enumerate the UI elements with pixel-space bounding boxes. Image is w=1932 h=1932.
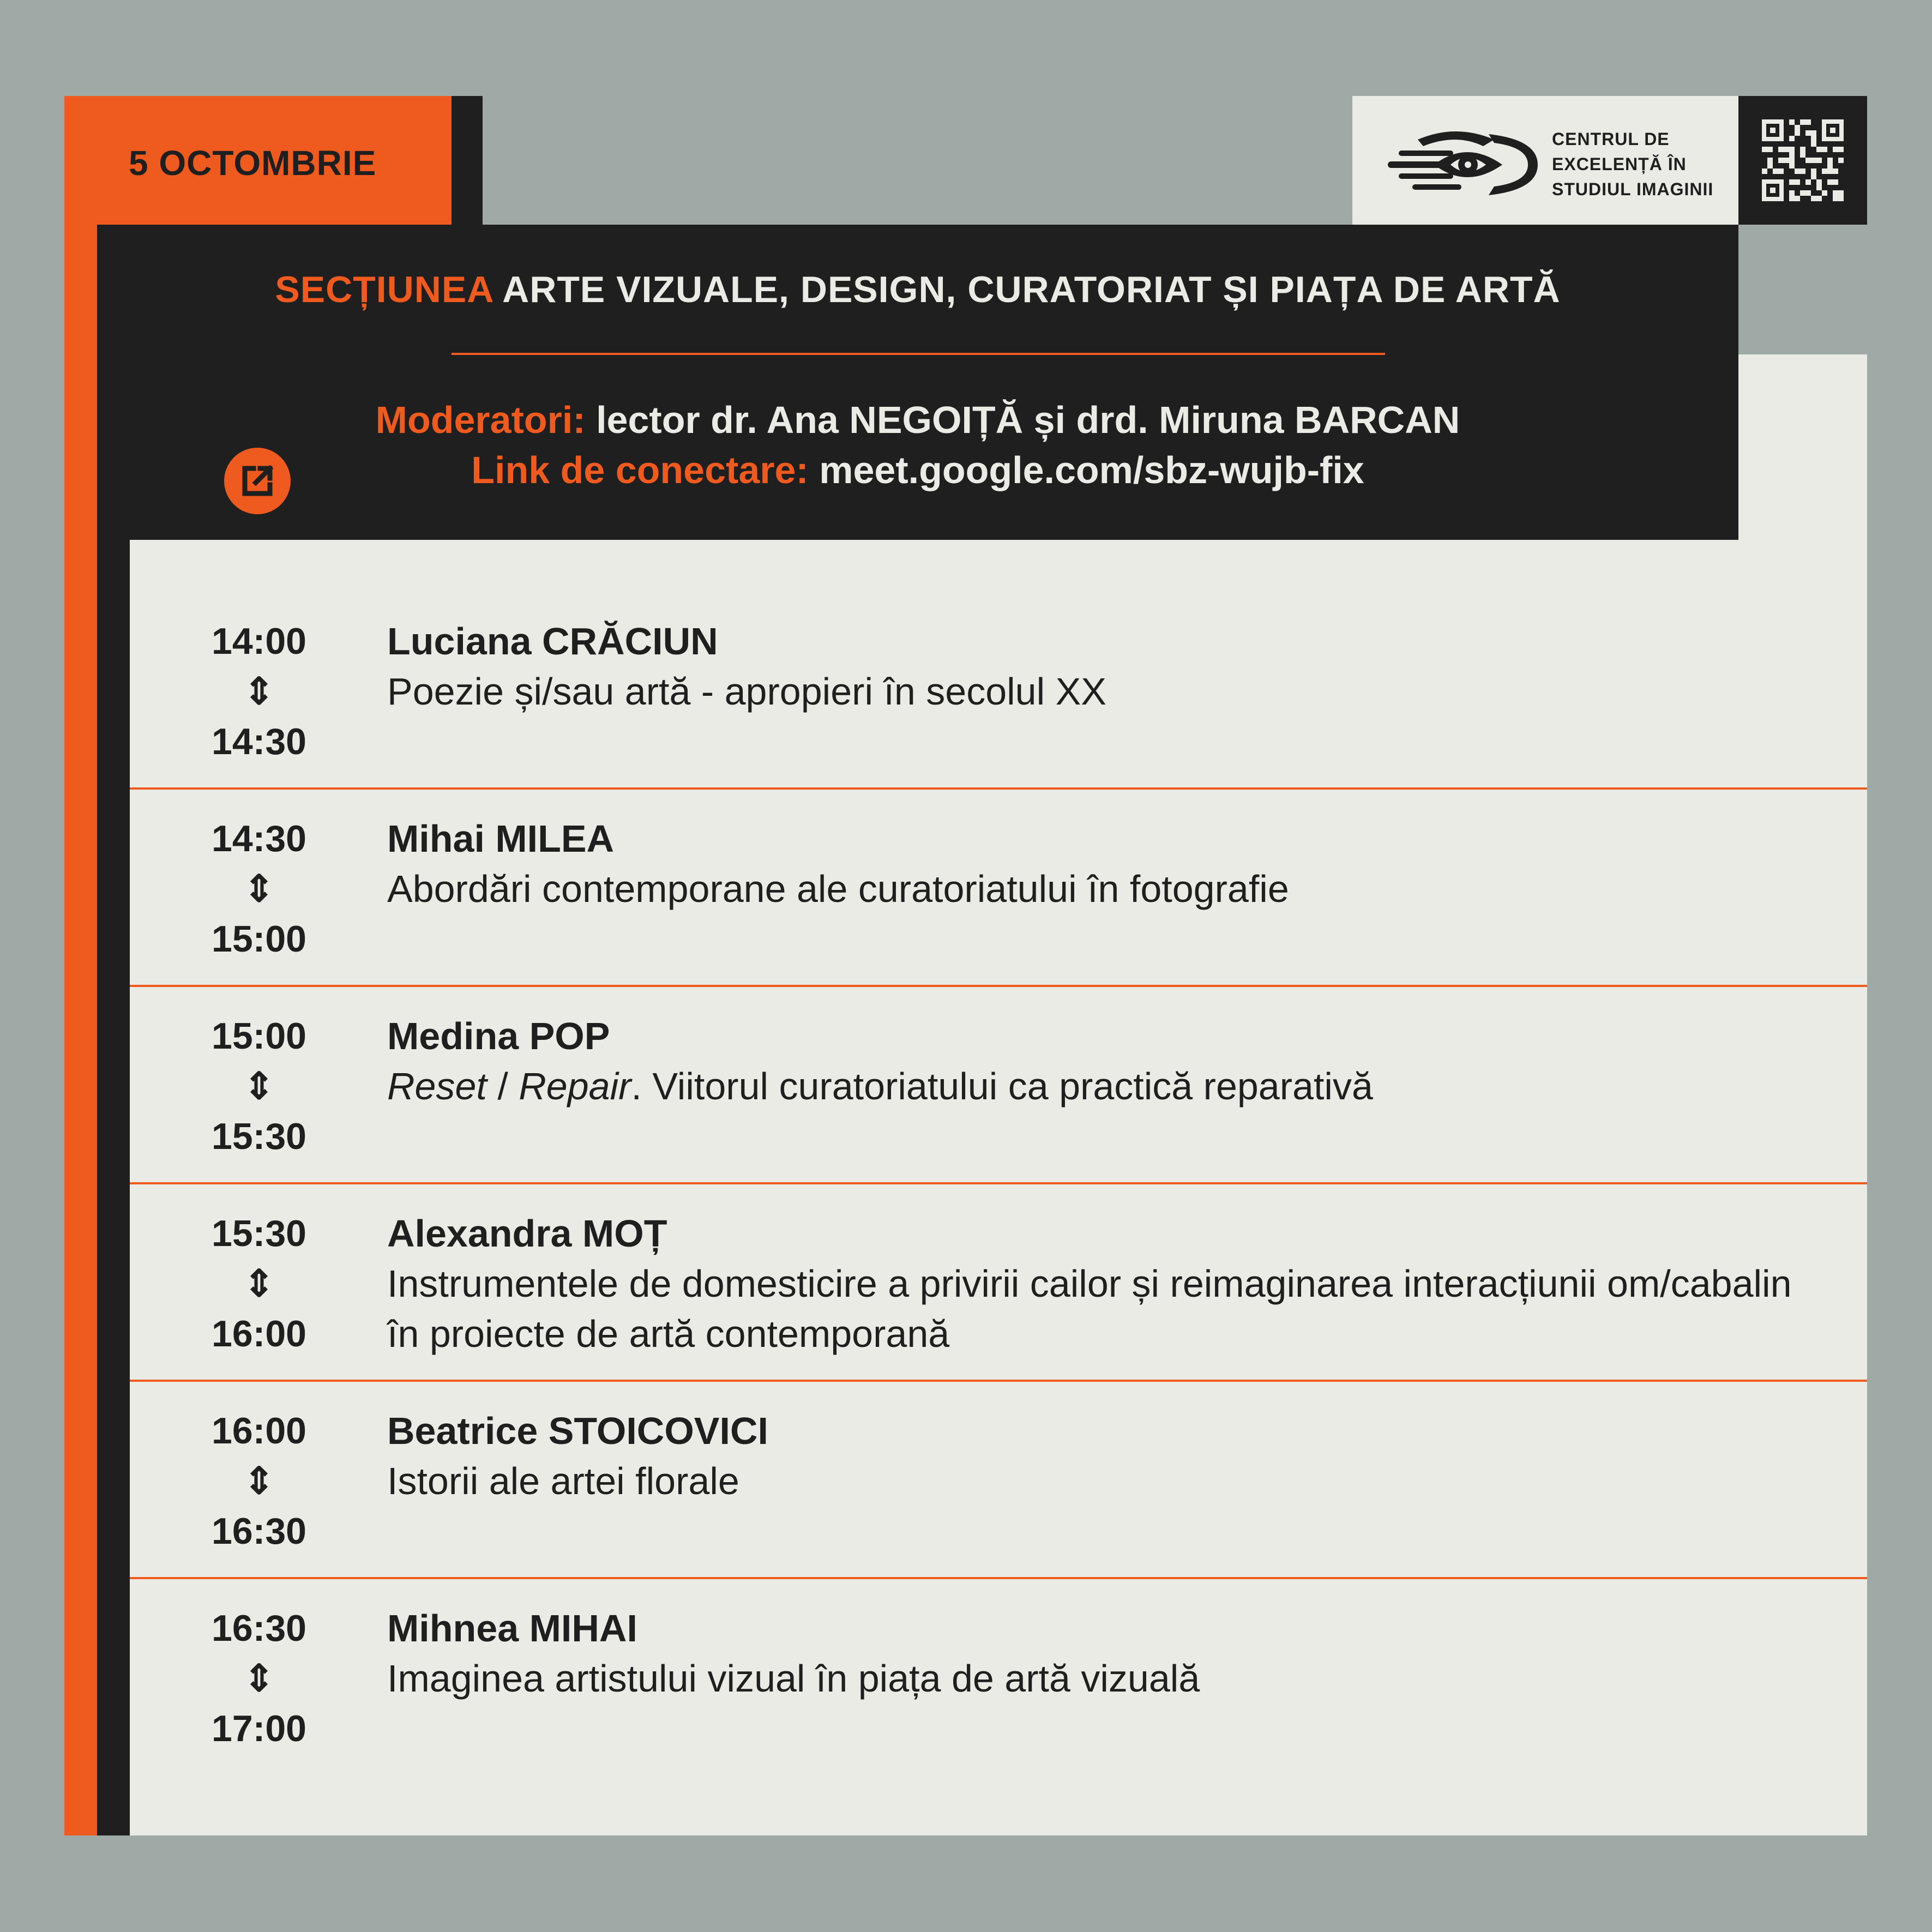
moderators-value: lector dr. Ana NEGOIȚĂ și drd. Miruna BARCAN: [596, 399, 1460, 441]
meeting-link-line: [97, 448, 1738, 492]
up-down-arrow-icon: ⇕: [243, 1263, 275, 1304]
qr-code-box: [1738, 96, 1867, 225]
header-divider: [452, 353, 1385, 355]
speaker-name: Luciana CRĂCIUN: [387, 620, 718, 663]
hand-eye-logo-icon: [1385, 118, 1549, 205]
start-time: 16:30: [212, 1608, 306, 1649]
time-range: [180, 814, 338, 964]
start-time: 14:00: [212, 621, 306, 662]
up-down-arrow-icon: ⇕: [243, 1658, 275, 1699]
end-time: 15:30: [212, 1116, 306, 1157]
end-time: 16:30: [212, 1510, 306, 1552]
speaker-name: Beatrice STOICOVICI: [387, 1410, 768, 1452]
meeting-link-url[interactable]: meet.google.com/sbz-wujb-fix: [819, 449, 1364, 491]
up-down-arrow-icon: ⇕: [243, 868, 275, 910]
talk-title-italic-1: Reset: [387, 1065, 487, 1108]
start-time: 14:30: [212, 818, 306, 859]
up-down-arrow-icon: ⇕: [243, 1066, 275, 1107]
end-time: 17:00: [212, 1708, 306, 1749]
up-down-arrow-icon: ⇕: [243, 1460, 275, 1502]
external-link-button[interactable]: [224, 448, 291, 514]
row-divider: [130, 1182, 1867, 1184]
moderators-line: [97, 398, 1738, 442]
end-time: 16:00: [212, 1313, 306, 1355]
row-divider: [130, 1380, 1867, 1382]
date-tab-edge: [452, 96, 483, 227]
section-title: [97, 268, 1738, 311]
organizer-logo-box: [1352, 96, 1745, 225]
talk-title: Imaginea artistului vizual în piața de artă vizuală: [387, 1657, 1200, 1700]
talk-title-italic-2: Repair: [519, 1065, 631, 1108]
event-date: 5 OCTOMBRIE: [129, 143, 377, 183]
speaker-name: Medina POP: [387, 1015, 610, 1057]
talk-title-rest: . Viitorul curatoriatului ca practică reparativă: [631, 1065, 1373, 1108]
organizer-name: [1552, 127, 1713, 202]
talk-title: Abordări contemporane ale curatoriatului în fotografie: [387, 868, 1289, 910]
time-range: [180, 1406, 338, 1556]
talk-title: Istorii ale artei florale: [387, 1460, 739, 1502]
meeting-link-label: Link de conectare:: [471, 449, 809, 491]
row-divider: [130, 787, 1867, 790]
talk-title-separator: /: [486, 1065, 519, 1108]
speaker-name: Mihai MILEA: [387, 817, 615, 860]
talk-title: Poezie și/sau artă - apropieri în secolul XX: [387, 670, 1106, 713]
end-time: 14:30: [212, 721, 306, 762]
section-name: ARTE VIZUALE, DESIGN, CURATORIAT ȘI PIAȚA DE ARTĂ: [502, 269, 1561, 310]
section-prefix: SECȚIUNEA: [275, 269, 493, 310]
organizer-name-line-2: EXCELENȚĂ ÎN: [1552, 154, 1687, 174]
organizer-name-line-3: STUDIUL IMAGINII: [1552, 179, 1714, 199]
qr-code-icon[interactable]: [1762, 119, 1844, 201]
end-time: 15:00: [212, 918, 306, 960]
start-time: 15:00: [212, 1015, 306, 1057]
start-time: 15:30: [212, 1213, 306, 1254]
time-range: [180, 1603, 338, 1754]
time-range: [180, 1011, 338, 1161]
organizer-name-line-1: CENTRUL DE: [1552, 129, 1670, 149]
row-divider: [130, 1577, 1867, 1579]
up-down-arrow-icon: ⇕: [243, 671, 275, 712]
start-time: 16:00: [212, 1410, 306, 1452]
time-range: [180, 616, 338, 767]
speaker-name: Mihnea MIHAI: [387, 1607, 637, 1650]
external-link-icon: [224, 448, 291, 514]
time-range: [180, 1208, 338, 1359]
talk-title: Instrumentele de domesticire a privirii cailor și reimaginarea interacțiunii om/cabalin în proiecte de artă contemporană: [387, 1262, 1792, 1355]
speaker-name: Alexandra MOȚ: [387, 1212, 667, 1255]
row-divider: [130, 985, 1867, 987]
talk-title: [387, 1061, 1816, 1111]
moderators-label: Moderatori:: [375, 399, 586, 441]
